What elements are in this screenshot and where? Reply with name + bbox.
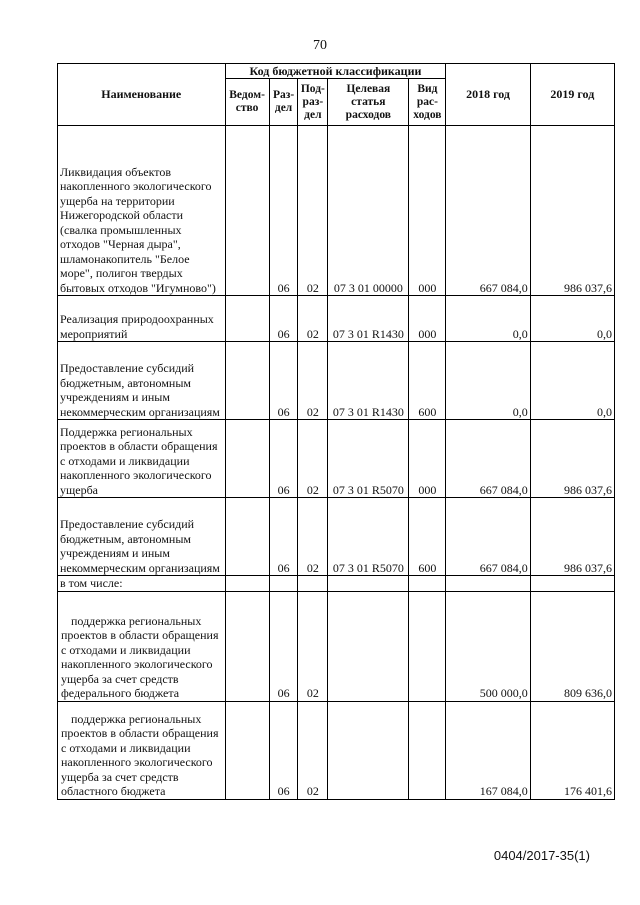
row-value-2018: 500 000,0 <box>446 591 530 701</box>
row-name <box>58 701 226 799</box>
header-2018: 2018 год <box>446 64 530 126</box>
row-value-2019: 986 037,6 <box>530 498 614 576</box>
row-name: Поддержка региональных проектов в области обращения с отходами и ликвидации накопленного экологического ущерба <box>58 420 226 498</box>
table-row <box>58 591 615 701</box>
row-vedomstvo <box>225 701 269 799</box>
header-2019: 2019 год <box>530 64 614 126</box>
header-razdel: Раз-дел <box>269 79 298 126</box>
row-name: Предоставление субсидий бюджетным, автономным учреждениям и иным некоммерческим организациям <box>58 498 226 576</box>
row-celevaya-statya <box>328 701 409 799</box>
table-row <box>58 701 615 799</box>
row-value-2019: 0,0 <box>530 342 614 420</box>
row-name: в том числе: <box>58 576 226 592</box>
row-podrazdel <box>298 576 328 592</box>
row-name-text: поддержка региональных проектов в области обращения с отходами и ликвидации накопленного экологического ущерба за счет средств федерального бюджета <box>61 613 219 700</box>
row-value-2018: 167 084,0 <box>446 701 530 799</box>
row-name: Реализация природоохранных мероприятий <box>58 296 226 342</box>
row-vid-rashodov: 000 <box>409 296 446 342</box>
table-row <box>58 498 615 576</box>
row-value-2019 <box>530 576 614 592</box>
row-name: Предоставление субсидий бюджетным, автономным учреждениям и иным некоммерческим организациям <box>58 342 226 420</box>
header-podrazdel: Под-раз-дел <box>298 79 328 126</box>
row-vid-rashodov <box>409 591 446 701</box>
page-number: 70 <box>313 38 327 53</box>
row-razdel: 06 <box>269 591 298 701</box>
row-vedomstvo <box>225 498 269 576</box>
row-vid-rashodov: 000 <box>409 126 446 296</box>
table-row <box>58 576 615 592</box>
header-vid-rashodov: Вид рас-ходов <box>409 79 446 126</box>
row-vid-rashodov: 000 <box>409 420 446 498</box>
row-razdel: 06 <box>269 126 298 296</box>
row-vedomstvo <box>225 126 269 296</box>
row-vedomstvo <box>225 576 269 592</box>
row-razdel: 06 <box>269 296 298 342</box>
row-vedomstvo <box>225 591 269 701</box>
row-vedomstvo <box>225 342 269 420</box>
row-value-2018: 0,0 <box>446 342 530 420</box>
header-celevaya-statya: Целевая статья расходов <box>328 79 409 126</box>
row-value-2019: 176 401,6 <box>530 701 614 799</box>
row-value-2018 <box>446 576 530 592</box>
document-code: 0404/2017-35(1) <box>493 848 590 863</box>
table-row <box>58 420 615 498</box>
row-vid-rashodov: 600 <box>409 342 446 420</box>
row-celevaya-statya: 07 3 01 R1430 <box>328 342 409 420</box>
row-value-2018: 667 084,0 <box>446 498 530 576</box>
row-celevaya-statya <box>328 591 409 701</box>
row-value-2019: 0,0 <box>530 296 614 342</box>
row-razdel <box>269 576 298 592</box>
row-razdel: 06 <box>269 420 298 498</box>
row-podrazdel: 02 <box>298 126 328 296</box>
row-podrazdel: 02 <box>298 591 328 701</box>
row-podrazdel: 02 <box>298 296 328 342</box>
header-name: Наименование <box>58 64 226 126</box>
header-vedomstvo: Ведом-ство <box>225 79 269 126</box>
table-row <box>58 342 615 420</box>
row-value-2018: 667 084,0 <box>446 420 530 498</box>
row-vid-rashodov <box>409 576 446 592</box>
row-value-2019: 986 037,6 <box>530 420 614 498</box>
row-podrazdel: 02 <box>298 342 328 420</box>
row-celevaya-statya: 07 3 01 00000 <box>328 126 409 296</box>
row-razdel: 06 <box>269 342 298 420</box>
header-budget-code-group: Код бюджетной классификации <box>225 64 446 79</box>
budget-table <box>57 63 615 800</box>
row-celevaya-statya <box>328 576 409 592</box>
row-value-2018: 667 084,0 <box>446 126 530 296</box>
row-razdel: 06 <box>269 498 298 576</box>
table-row <box>58 126 615 296</box>
row-name <box>58 591 226 701</box>
row-vedomstvo <box>225 420 269 498</box>
row-vedomstvo <box>225 296 269 342</box>
row-celevaya-statya: 07 3 01 R5070 <box>328 420 409 498</box>
row-razdel: 06 <box>269 701 298 799</box>
row-vid-rashodov: 600 <box>409 498 446 576</box>
row-podrazdel: 02 <box>298 498 328 576</box>
row-celevaya-statya: 07 3 01 R5070 <box>328 498 409 576</box>
row-value-2018: 0,0 <box>446 296 530 342</box>
row-name-text: поддержка региональных проектов в области обращения с отходами и ликвидации накопленного экологического ущерба за счет средств областного бюджета <box>61 711 219 798</box>
table-row <box>58 296 615 342</box>
row-vid-rashodov <box>409 701 446 799</box>
row-celevaya-statya: 07 3 01 R1430 <box>328 296 409 342</box>
row-value-2019: 809 636,0 <box>530 591 614 701</box>
row-value-2019: 986 037,6 <box>530 126 614 296</box>
row-podrazdel: 02 <box>298 420 328 498</box>
row-podrazdel: 02 <box>298 701 328 799</box>
row-name: Ликвидация объектов накопленного экологического ущерба на территории Нижегородской области (свалка промышленных отходов "Черная дыра", шламонакопитель "Белое море", полигон твердых бытовых отходов "Игумново") <box>58 126 226 296</box>
